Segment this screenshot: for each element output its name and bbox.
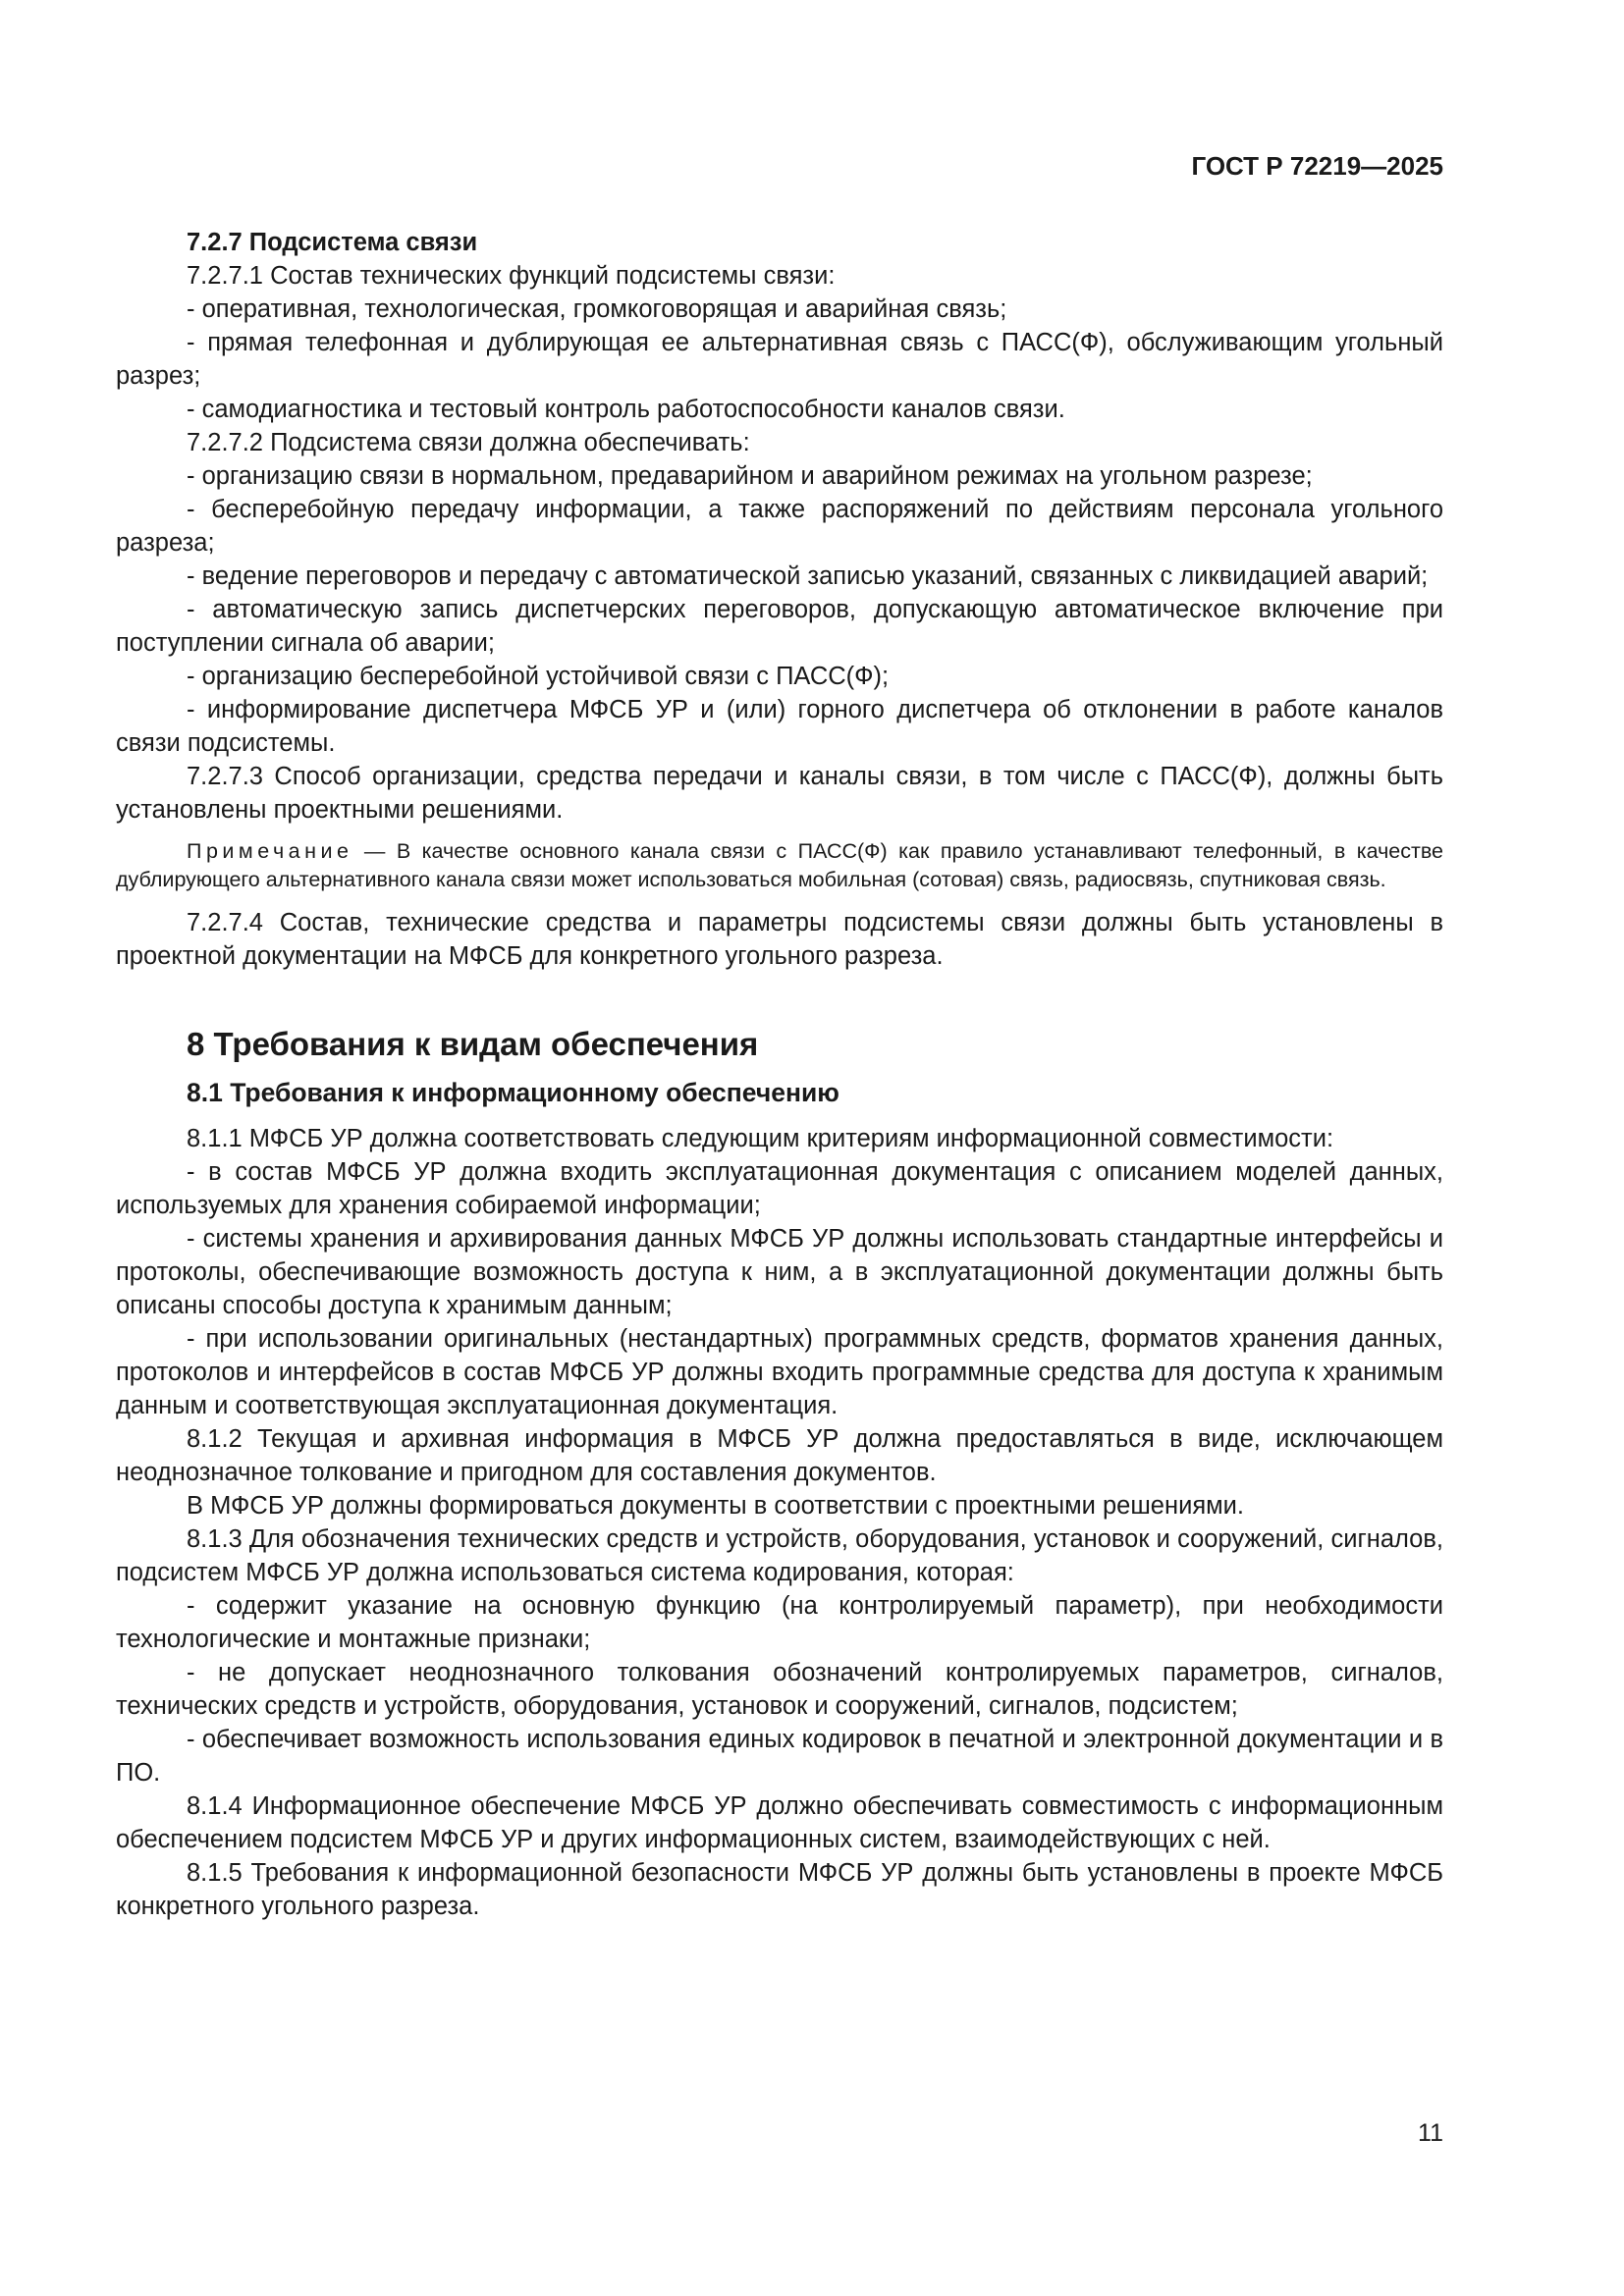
list-item: - при использовании оригинальных (нестандартных) программных средств, форматов хранения данных, протоколов и интерфейсов в состав МФСБ УР должны входить программные средства для доступа к хранимым данным и соответствующая эксплуатационная документация. [116,1325,1443,1419]
list-item: - прямая телефонная и дублирующая ее альтернативная связь с ПАСС(Ф), обслуживающим угольный разрез; [116,329,1443,390]
subsection-title: 8.1 Требования к информационному обеспечению [187,1078,839,1107]
note-label: Примечание [187,839,353,863]
page-number: 11 [1418,2119,1443,2147]
list-item: - обеспечивает возможность использования единых кодировок в печатной и электронной документации и в ПО. [116,1726,1443,1787]
list-item: - системы хранения и архивирования данных МФСБ УР должны использовать стандартные интерфейсы и протоколы, обеспечивающие возможность доступа к ним, а в эксплуатационной документации должны быть описаны способы доступа к хранимым данным; [116,1225,1443,1319]
paragraph: 7.2.7.1 Состав технических функций подсистемы связи: [187,262,836,290]
note [116,837,1443,894]
list-item: - содержит указание на основную функцию (на контролируемый параметр), при необходимости технологические и монтажные признаки; [116,1592,1443,1653]
list-item: - автоматическую запись диспетчерских переговоров, допускающую автоматическое включение при поступлении сигнала об аварии; [116,596,1443,657]
document-body [116,226,1443,1923]
list-item: - организацию бесперебойной устойчивой связи с ПАСС(Ф); [187,663,890,690]
list-item: - организацию связи в нормальном, предаварийном и аварийном режимах на угольном разрезе; [187,462,1313,490]
paragraph: 7.2.7.3 Способ организации, средства передачи и каналы связи, в том числе с ПАСС(Ф), должны быть установлены проектными решениями. [116,763,1443,824]
subsection-title: 7.2.7 Подсистема связи [187,229,478,256]
paragraph: 8.1.2 Текущая и архивная информация в МФСБ УР должна предоставляться в виде, исключающем неоднозначное толкование и пригодном для составления документов. [116,1425,1443,1486]
paragraph: 8.1.5 Требования к информационной безопасности МФСБ УР должны быть установлены в проекте МФСБ конкретного угольного разреза. [116,1859,1443,1920]
paragraph: 8.1.1 МФСБ УР должна соответствовать следующим критериям информационной совместимости: [187,1125,1334,1152]
document-designation: ГОСТ Р 72219—2025 [1191,151,1443,181]
list-item: - бесперебойную передачу информации, а также распоряжений по действиям персонала угольного разреза; [116,496,1443,557]
list-item: - не допускает неоднозначного толкования обозначений контролируемых параметров, сигналов, технических средств и устройств, оборудования, установок и сооружений, сигналов, подсистем; [116,1659,1443,1720]
paragraph: 7.2.7.4 Состав, технические средства и параметры подсистемы связи должны быть установлены в проектной документации на МФСБ для конкретного угольного разреза. [116,909,1443,970]
section-title: 8 Требования к видам обеспечения [187,1026,759,1062]
paragraph: 8.1.4 Информационное обеспечение МФСБ УР должно обеспечивать совместимость с информационным обеспечением подсистем МФСБ УР и других информационных систем, взаимодействующих с ней. [116,1792,1443,1853]
list-item: - в состав МФСБ УР должна входить эксплуатационная документация с описанием моделей данных, используемых для хранения собираемой информации; [116,1158,1443,1219]
list-item: - ведение переговоров и передачу с автоматической записью указаний, связанных с ликвидацией аварий; [187,562,1429,590]
list-item: - самодиагностика и тестовый контроль работоспособности каналов связи. [187,396,1065,423]
paragraph: 7.2.7.2 Подсистема связи должна обеспечивать: [187,429,750,456]
note-text: — В качестве основного канала связи с ПАСС(Ф) как правило устанавливают телефонный, в качестве дублирующего альтернативного канала связи может использоваться мобильная (сотовая) связь, радиосвязь, спутниковая связь. [116,839,1443,891]
list-item: - оперативная, технологическая, громкоговорящая и аварийная связь; [187,295,1007,323]
list-item: - информирование диспетчера МФСБ УР и (или) горного диспетчера об отклонении в работе каналов связи подсистемы. [116,696,1443,757]
paragraph: 8.1.3 Для обозначения технических средств и устройств, оборудования, установок и сооружений, сигналов, подсистем МФСБ УР должна использоваться система кодирования, которая: [116,1525,1443,1586]
paragraph: В МФСБ УР должны формироваться документы в соответствии с проектными решениями. [187,1492,1244,1520]
